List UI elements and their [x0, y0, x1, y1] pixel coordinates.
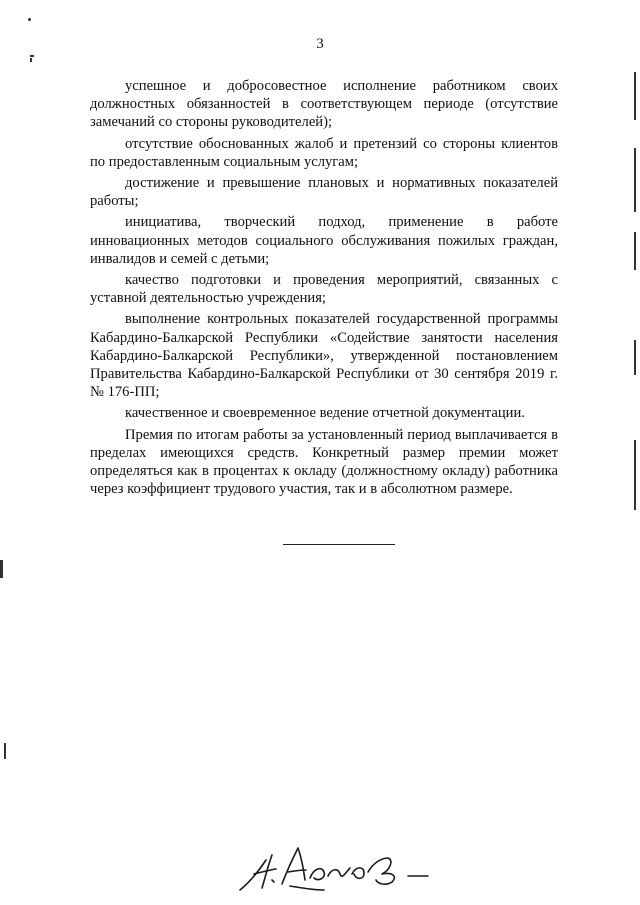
paragraph: качество подготовки и проведения мероприятий, связанных с уставной деятельностью учреждения;	[90, 272, 558, 307]
margin-mark	[634, 72, 636, 120]
margin-mark	[634, 340, 636, 375]
paragraph: отсутствие обоснованных жалоб и претензий со стороны клиентов по предоставленным социальным услугам;	[90, 135, 558, 170]
margin-mark	[0, 560, 3, 578]
signature-icon	[232, 838, 447, 898]
paragraph: инициатива, творческий подход, применение в работе инновационных методов социального обслуживания пожилых граждан, инвалидов и семей с детьми;	[90, 214, 558, 267]
margin-mark	[4, 743, 6, 759]
paragraph: достижение и превышение плановых и нормативных показателей работы;	[90, 175, 558, 210]
page-number: 3	[316, 36, 324, 52]
margin-mark	[28, 18, 31, 21]
paragraph: Премия по итогам работы за установленный период выплачивается в пределах имеющихся средств. Конкретный размер премии может определяться как в процентах к окладу (должностному окладу) работника через коэффициент трудового участия, так и в абсолютном размере.	[90, 426, 558, 498]
margin-mark	[634, 440, 636, 510]
margin-mark	[30, 55, 34, 57]
paragraph: качественное и своевременное ведение отчетной документации.	[125, 405, 525, 422]
document-body	[90, 77, 558, 501]
margin-mark	[634, 232, 636, 270]
paragraph: успешное и добросовестное исполнение работником своих должностных обязанностей в соответствующем периоде (отсутствие замечаний со стороны руководителей);	[90, 78, 558, 131]
end-separator-line	[283, 544, 395, 545]
margin-mark	[30, 58, 32, 62]
margin-mark	[634, 148, 636, 212]
paragraph: выполнение контрольных показателей государственной программы Кабардино-Балкарской Республики «Содействие занятости населения Кабардино-Балкарской Республики», утвержденной постановлением Правительства Кабардино-Балкарской Республики от 30 сентября 2019 г. № 176-ПП;	[90, 311, 558, 401]
